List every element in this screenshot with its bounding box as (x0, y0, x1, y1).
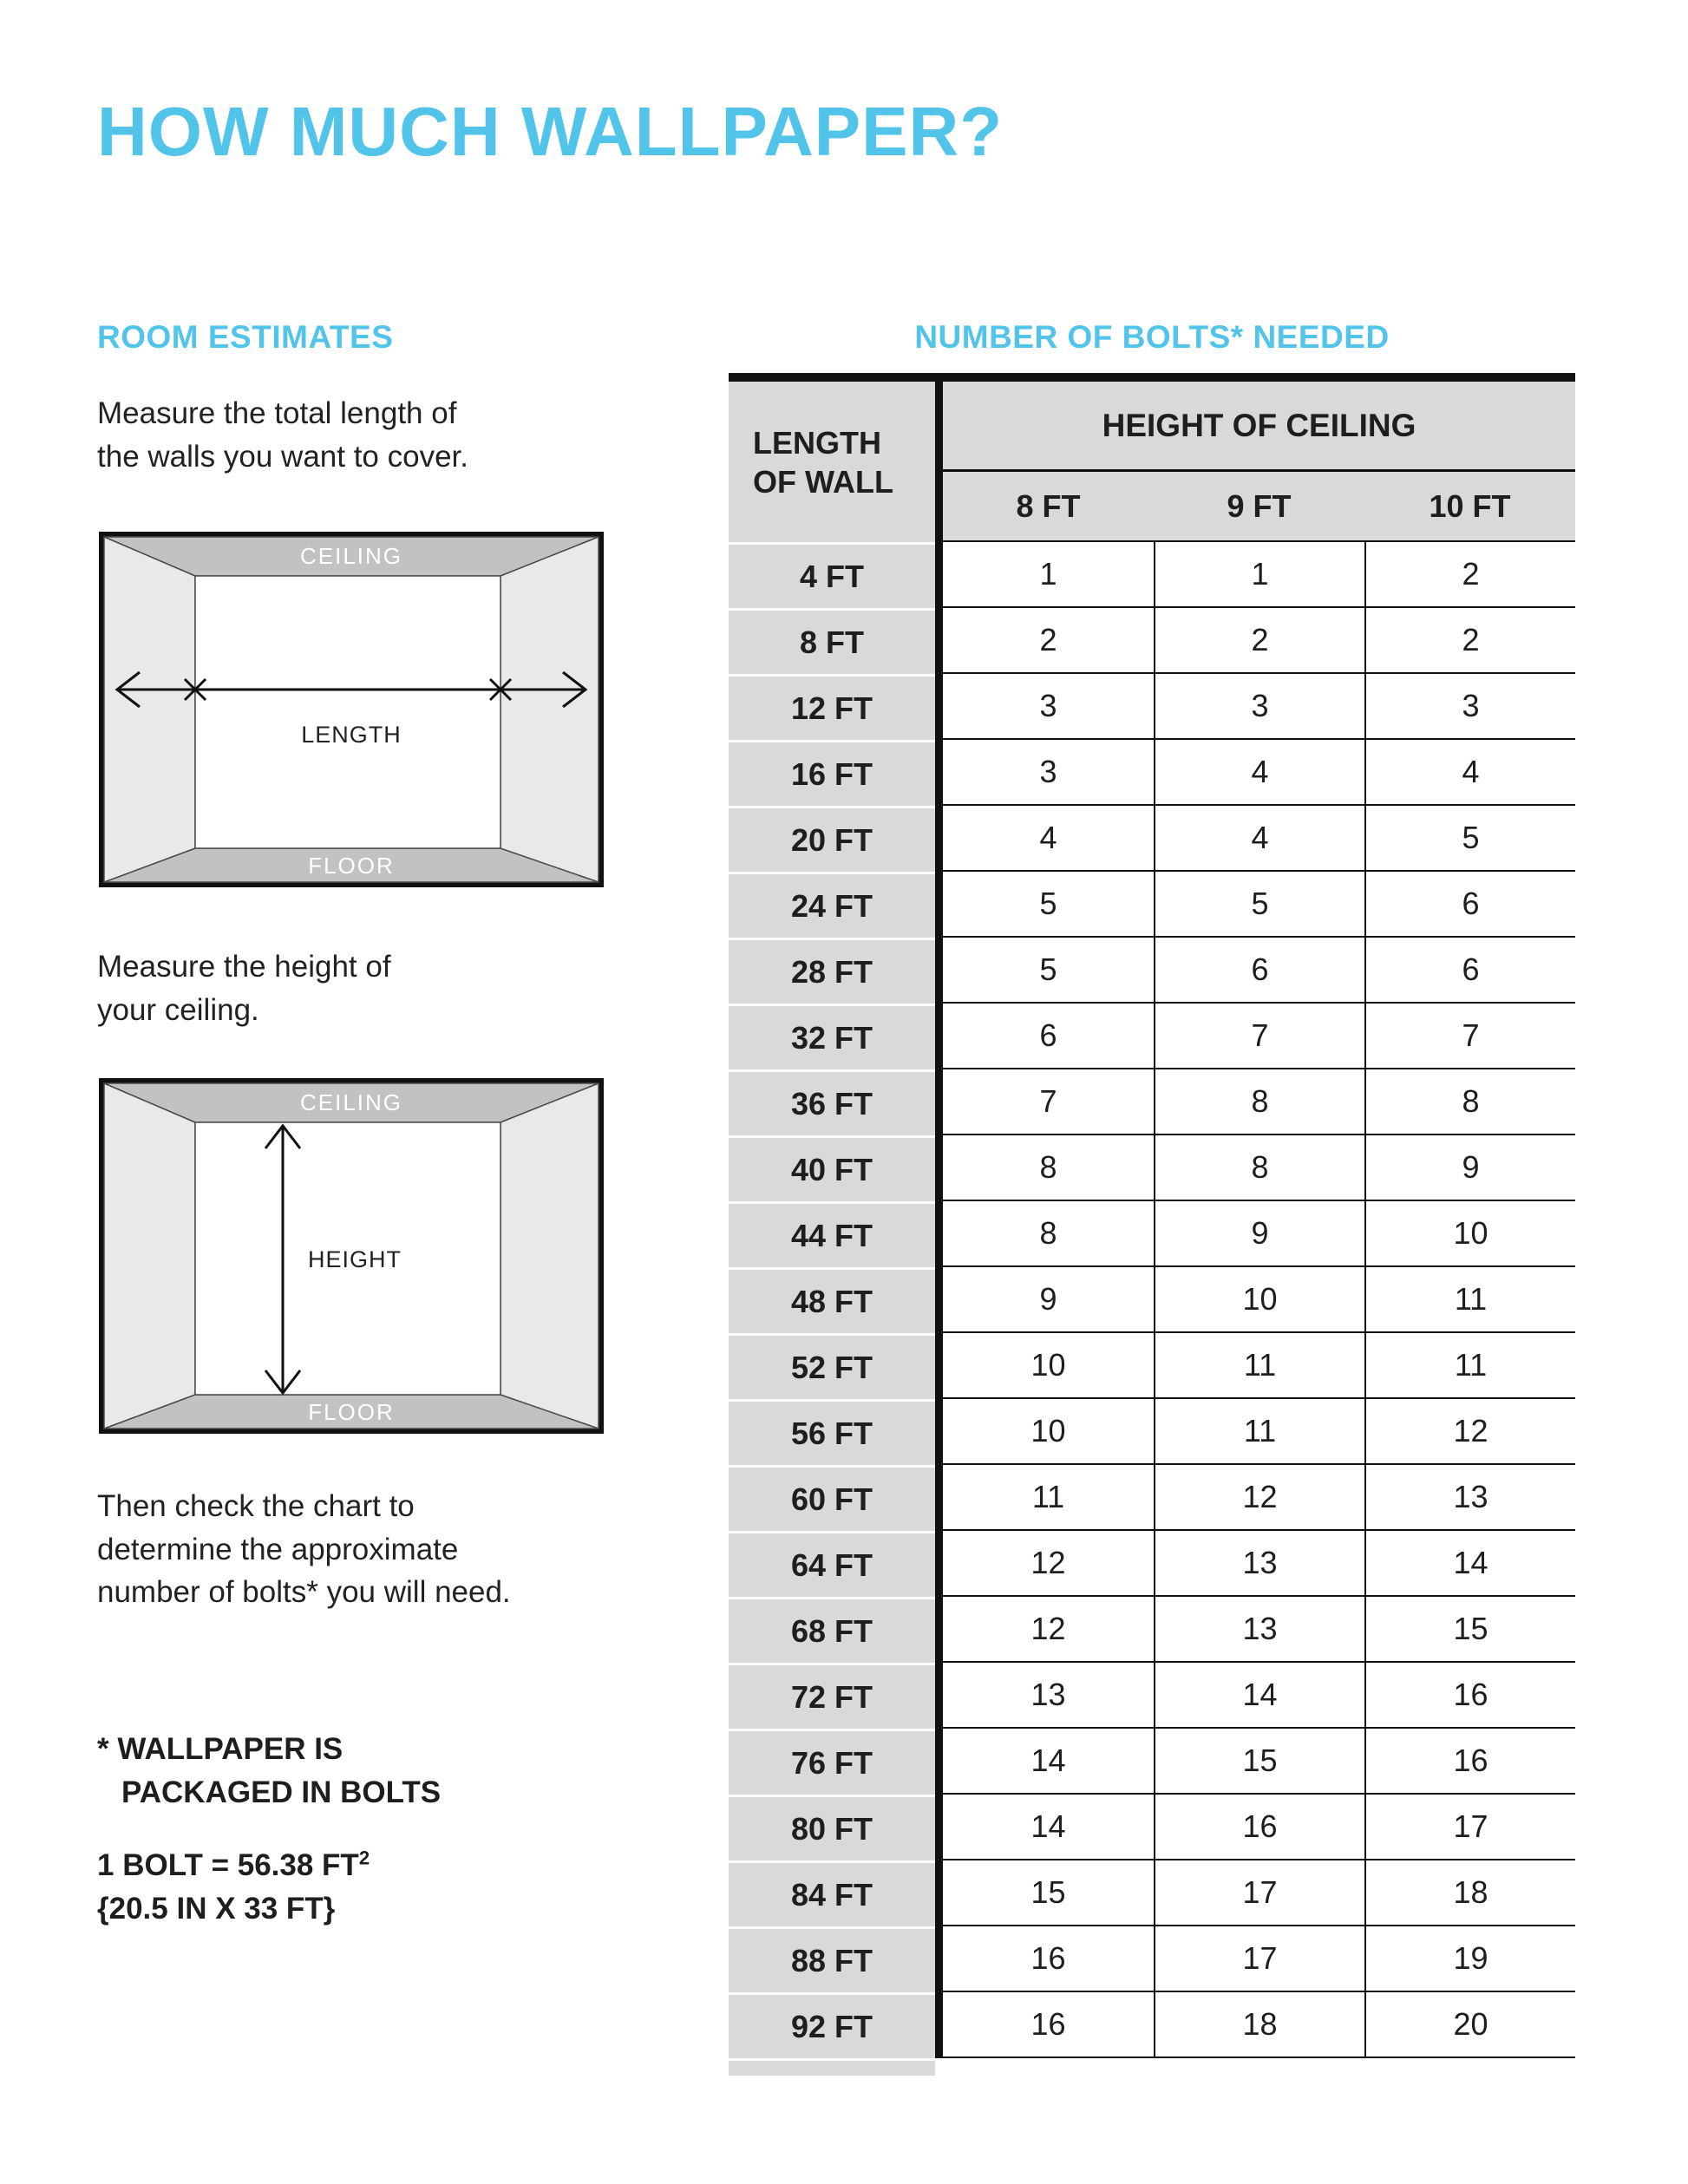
row-values (935, 1399, 1575, 1465)
ceiling-label: CEILING (299, 1089, 403, 1115)
row-values (935, 1135, 1575, 1201)
text-line: your ceiling. (97, 992, 259, 1027)
right-wall-panel (501, 1083, 599, 1429)
height-measure-label: HEIGHT (308, 1246, 402, 1272)
table-row (729, 542, 1575, 608)
bolt-count-cell: 17 (1364, 1795, 1575, 1859)
text-line: Measure the total length of (97, 396, 457, 430)
ceiling-label: CEILING (299, 543, 403, 569)
row-length-label: 12 FT (729, 674, 935, 740)
row-length-label: 8 FT (729, 608, 935, 674)
bolt-count-cell: 18 (1364, 1860, 1575, 1925)
bolt-count-cell: 16 (1364, 1729, 1575, 1793)
height-of-ceiling-header-group (935, 382, 1575, 542)
text-line: determine the approximate (97, 1532, 459, 1566)
bolt-equation-text: 1 BOLT = 56.38 FT (97, 1848, 359, 1882)
bolt-count-cell: 14 (1364, 1531, 1575, 1595)
bolt-count-cell: 16 (1030, 1940, 1066, 1976)
text-line: the walls you want to cover. (97, 439, 468, 474)
row-values (935, 1663, 1575, 1729)
bolt-equation (97, 1844, 370, 1887)
table-row (729, 1663, 1575, 1729)
row-length-label: 24 FT (729, 872, 935, 938)
room-estimates-heading: ROOM ESTIMATES (97, 319, 394, 355)
text-line: number of bolts* you will need. (97, 1575, 511, 1610)
bolt-count-cell: 20 (1364, 1992, 1575, 2056)
bolt-count-cell: 7 (1154, 1004, 1364, 1068)
table-row (729, 1926, 1575, 1992)
table-row (729, 1201, 1575, 1267)
row-values (935, 1201, 1575, 1267)
row-length-label: 4 FT (729, 542, 935, 608)
bolt-count-cell: 10 (1364, 1201, 1575, 1265)
row-length-label: 56 FT (729, 1399, 935, 1465)
bolt-count-cell: 18 (1154, 1992, 1364, 2056)
bolt-count-cell: 13 (1364, 1465, 1575, 1529)
bolt-count-cell: 11 (1364, 1333, 1575, 1397)
table-row (729, 1729, 1575, 1795)
row-length-label: 40 FT (729, 1135, 935, 1201)
table-row (729, 1069, 1575, 1135)
floor-label: FLOOR (308, 853, 395, 879)
bolt-count-cell: 15 (1030, 1874, 1066, 1910)
bolt-count-cell: 13 (1154, 1531, 1364, 1595)
table-row (729, 1333, 1575, 1399)
bolt-count-cell: 1 (1154, 542, 1364, 606)
bolt-count-cell: 5 (1154, 872, 1364, 936)
bolt-count-cell: 4 (1154, 740, 1364, 804)
table-row (729, 608, 1575, 674)
row-length-label: 72 FT (729, 1663, 935, 1729)
bolt-count-cell: 3 (1364, 674, 1575, 738)
row-length-label: 88 FT (729, 1926, 935, 1992)
row-length-label: 60 FT (729, 1465, 935, 1531)
bolt-count-cell: 12 (1154, 1465, 1364, 1529)
table-row (729, 674, 1575, 740)
row-values (935, 1333, 1575, 1399)
bolt-count-cell: 17 (1154, 1860, 1364, 1925)
bolt-count-cell: 10 (1030, 1413, 1066, 1448)
row-values (935, 542, 1575, 608)
row-values (935, 740, 1575, 806)
row-values (935, 938, 1575, 1004)
bolt-count-cell: 4 (1039, 820, 1057, 855)
row-values (935, 608, 1575, 674)
instruction-measure-height (97, 945, 391, 1031)
bolts-footnote (97, 1728, 441, 1814)
subheader-8ft: 8 FT (1016, 487, 1081, 524)
row-length-label: 44 FT (729, 1201, 935, 1267)
bolt-count-cell: 2 (1154, 608, 1364, 672)
bolt-count-cell: 6 (1364, 938, 1575, 1002)
bolt-count-cell: 7 (1039, 1083, 1057, 1119)
bolt-count-cell: 4 (1154, 806, 1364, 870)
bolt-count-cell: 9 (1364, 1135, 1575, 1200)
row-values (935, 1597, 1575, 1663)
length-measure-label: LENGTH (301, 722, 402, 748)
row-length-label: 32 FT (729, 1004, 935, 1069)
row-values (935, 1926, 1575, 1992)
left-wall-panel (104, 537, 195, 882)
bolt-dimensions: {20.5 IN X 33 FT} (97, 1891, 336, 1926)
bolt-count-cell: 5 (1039, 951, 1057, 987)
ceiling-height-subheaders (943, 472, 1575, 540)
bolt-count-cell: 14 (1030, 1808, 1066, 1844)
bolt-count-cell: 8 (1039, 1215, 1057, 1251)
table-row (729, 1267, 1575, 1333)
table-top-border (729, 373, 1575, 382)
bolt-count-cell: 3 (1039, 688, 1057, 723)
table-row (729, 1992, 1575, 2058)
table-row (729, 938, 1575, 1004)
bolt-count-cell: 3 (1154, 674, 1364, 738)
bolt-count-cell: 11 (1154, 1333, 1364, 1397)
height-of-ceiling-header: HEIGHT OF CEILING (943, 382, 1575, 472)
bolt-count-cell: 12 (1364, 1399, 1575, 1463)
text-line: Measure the height of (97, 950, 391, 984)
row-values (935, 1531, 1575, 1597)
bolt-count-cell: 5 (1039, 886, 1057, 921)
row-values (935, 674, 1575, 740)
bolt-count-cell: 3 (1039, 754, 1057, 789)
instruction-measure-length (97, 392, 468, 478)
bolt-count-cell: 16 (1030, 2006, 1066, 2042)
row-values (935, 1004, 1575, 1069)
instruction-check-chart (97, 1485, 511, 1614)
table-row (729, 740, 1575, 806)
room-length-diagram (98, 531, 605, 888)
subheader-9ft: 9 FT (1227, 487, 1292, 524)
text-line: PACKAGED IN BOLTS (121, 1775, 442, 1809)
bolt-count-cell: 11 (1031, 1479, 1065, 1514)
row-values (935, 1465, 1575, 1531)
table-row (729, 1004, 1575, 1069)
row-length-label: 52 FT (729, 1333, 935, 1399)
row-length-label: 92 FT (729, 1992, 935, 2058)
bolt-count-cell: 2 (1364, 542, 1575, 606)
row-length-label: 20 FT (729, 806, 935, 872)
bolt-count-cell: 8 (1154, 1069, 1364, 1134)
bolt-count-cell: 12 (1030, 1545, 1066, 1580)
row-values (935, 806, 1575, 872)
row-values (935, 872, 1575, 938)
bolts-table (729, 373, 1575, 2076)
table-row (729, 1135, 1575, 1201)
row-length-label: 36 FT (729, 1069, 935, 1135)
table-row (729, 1399, 1575, 1465)
floor-label: FLOOR (308, 1399, 395, 1425)
bolt-count-cell: 4 (1364, 740, 1575, 804)
row-values (935, 1860, 1575, 1926)
bolt-count-cell: 13 (1030, 1677, 1066, 1712)
bolt-count-cell: 11 (1154, 1399, 1364, 1463)
bolts-needed-heading: NUMBER OF BOLTS* NEEDED (914, 319, 1390, 355)
bolt-count-cell: 14 (1154, 1663, 1364, 1727)
bolt-count-cell: 7 (1364, 1004, 1575, 1068)
table-row (729, 1860, 1575, 1926)
back-wall-panel (195, 576, 501, 848)
bolt-count-cell: 12 (1030, 1611, 1066, 1646)
bolt-equation-exponent: 2 (358, 1847, 370, 1869)
room-height-diagram (98, 1077, 605, 1435)
right-wall-panel (501, 537, 599, 882)
bolt-count-cell: 2 (1364, 608, 1575, 672)
bolt-count-cell: 6 (1039, 1017, 1057, 1053)
bolt-count-cell: 8 (1364, 1069, 1575, 1134)
row-length-label: 28 FT (729, 938, 935, 1004)
bolt-count-cell: 10 (1154, 1267, 1364, 1331)
bolt-count-cell: 13 (1154, 1597, 1364, 1661)
row-values (935, 1992, 1575, 2058)
bolt-count-cell: 10 (1030, 1347, 1066, 1383)
bolt-count-cell: 2 (1039, 622, 1057, 657)
text-line: Then check the chart to (97, 1489, 415, 1523)
row-length-label: 48 FT (729, 1267, 935, 1333)
bolt-count-cell: 15 (1364, 1597, 1575, 1661)
row-length-label: 76 FT (729, 1729, 935, 1795)
bolt-count-cell: 8 (1154, 1135, 1364, 1200)
subheader-10ft: 10 FT (1429, 487, 1511, 524)
row-values (935, 1267, 1575, 1333)
row-values (935, 1795, 1575, 1860)
table-row (729, 1597, 1575, 1663)
row-length-label: 84 FT (729, 1860, 935, 1926)
text-line: * WALLPAPER IS (97, 1732, 343, 1766)
row-length-label: 16 FT (729, 740, 935, 806)
table-row (729, 1531, 1575, 1597)
left-wall-panel (104, 1083, 195, 1429)
length-of-wall-header: LENGTH OF WALL (729, 382, 935, 542)
bolt-count-cell: 9 (1154, 1201, 1364, 1265)
row-length-label: 80 FT (729, 1795, 935, 1860)
bolt-count-cell: 15 (1154, 1729, 1364, 1793)
table-row (729, 1795, 1575, 1860)
bolt-count-cell: 14 (1030, 1743, 1066, 1778)
bolt-count-cell: 17 (1154, 1926, 1364, 1991)
bolt-count-cell: 8 (1039, 1149, 1057, 1185)
table-row (729, 1465, 1575, 1531)
bolt-count-cell: 6 (1364, 872, 1575, 936)
bolt-count-cell: 5 (1364, 806, 1575, 870)
table-header (729, 382, 1575, 542)
bolt-count-cell: 6 (1154, 938, 1364, 1002)
bolt-count-cell: 19 (1364, 1926, 1575, 1991)
row-length-label: 68 FT (729, 1597, 935, 1663)
table-row (729, 872, 1575, 938)
bolt-count-cell: 11 (1364, 1267, 1575, 1331)
bolt-count-cell: 16 (1154, 1795, 1364, 1859)
page-title: HOW MUCH WALLPAPER? (97, 93, 1004, 170)
row-values (935, 1069, 1575, 1135)
bolt-size-info (97, 1844, 370, 1930)
table-row (729, 806, 1575, 872)
table-footer-strip (729, 2058, 935, 2076)
bolt-count-cell: 16 (1364, 1663, 1575, 1727)
bolt-table-body (729, 542, 1575, 2058)
bolt-count-cell: 9 (1039, 1281, 1057, 1317)
row-length-label: 64 FT (729, 1531, 935, 1597)
row-values (935, 1729, 1575, 1795)
bolt-count-cell: 1 (1039, 556, 1057, 592)
